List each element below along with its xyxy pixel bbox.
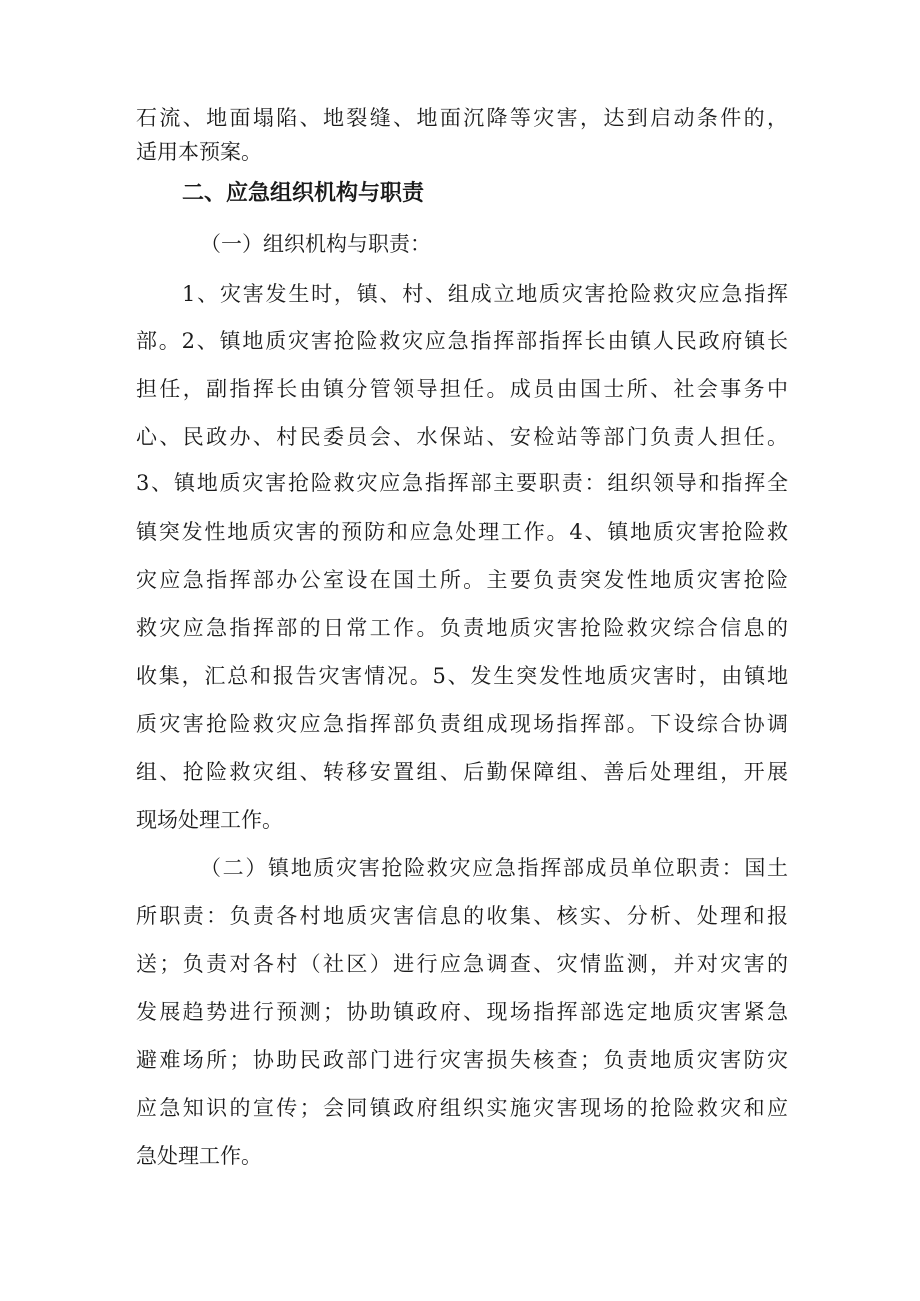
para1-line-5: 3、镇地质灾害抢险救灾应急指挥部主要职责：组织领导和指挥全 bbox=[136, 471, 788, 495]
para1-line-4: 心、民政办、村民委员会、水保站、安检站等部门负责人担任。 bbox=[136, 425, 788, 449]
para2-line-3: 送；负责对各村（社区）进行应急调查、灾情监测，并对灾害的 bbox=[136, 952, 788, 976]
para2-line-1: （二）镇地质灾害抢险救灾应急指挥部成员单位职责：国土 bbox=[200, 856, 788, 880]
para1-line-1: 1、灾害发生时，镇、村、组成立地质灾害抢险救灾应急指挥 bbox=[182, 282, 788, 306]
para2-line-7: 急处理工作。 bbox=[136, 1144, 262, 1168]
para1-line-6: 镇突发性地质灾害的预防和应急处理工作。4、镇地质灾害抢险救 bbox=[136, 520, 788, 544]
intro-line-2: 适用本预案。 bbox=[136, 140, 262, 164]
para1-line-7: 灾应急指挥部办公室设在国土所。主要负责突发性地质灾害抢险 bbox=[136, 568, 788, 592]
para2-line-4: 发展趋势进行预测；协助镇政府、现场指挥部选定地质灾害紧急 bbox=[136, 1000, 788, 1024]
para2-line-2: 所职责：负责各村地质灾害信息的收集、核实、分析、处理和报 bbox=[136, 904, 788, 928]
para1-line-3: 担任，副指挥长由镇分管领导担任。成员由国士所、社会事务中 bbox=[136, 377, 788, 401]
para1-line-2: 部。2、镇地质灾害抢险救灾应急指挥部指挥长由镇人民政府镇长 bbox=[136, 329, 788, 353]
para2-line-5: 避难场所；协助民政部门进行灾害损失核查；负责地质灾害防灾 bbox=[136, 1048, 788, 1072]
para1-line-8: 救灾应急指挥部的日常工作。负责地质灾害抢险救灾综合信息的 bbox=[136, 616, 788, 640]
para1-line-9: 收集，汇总和报告灾害情况。5、发生突发性地质灾害时，由镇地 bbox=[136, 664, 788, 688]
intro-line-1: 石流、地面塌陷、地裂缝、地面沉降等灾害，达到启动条件的， bbox=[136, 106, 788, 130]
para1-line-10: 质灾害抢险救灾应急指挥部负责组成现场指挥部。下设综合协调 bbox=[136, 712, 788, 736]
para1-line-11: 组、抢险救灾组、转移安置组、后勤保障组、善后处理组，开展 bbox=[136, 760, 788, 784]
subsection-1-title: （一）组织机构与职责： bbox=[200, 232, 431, 256]
para2-line-6: 应急知识的宣传；会同镇政府组织实施灾害现场的抢险救灾和应 bbox=[136, 1096, 788, 1120]
section-heading: 二、应急组织机构与职责 bbox=[182, 181, 425, 206]
para1-line-12: 现场处理工作。 bbox=[136, 808, 283, 832]
